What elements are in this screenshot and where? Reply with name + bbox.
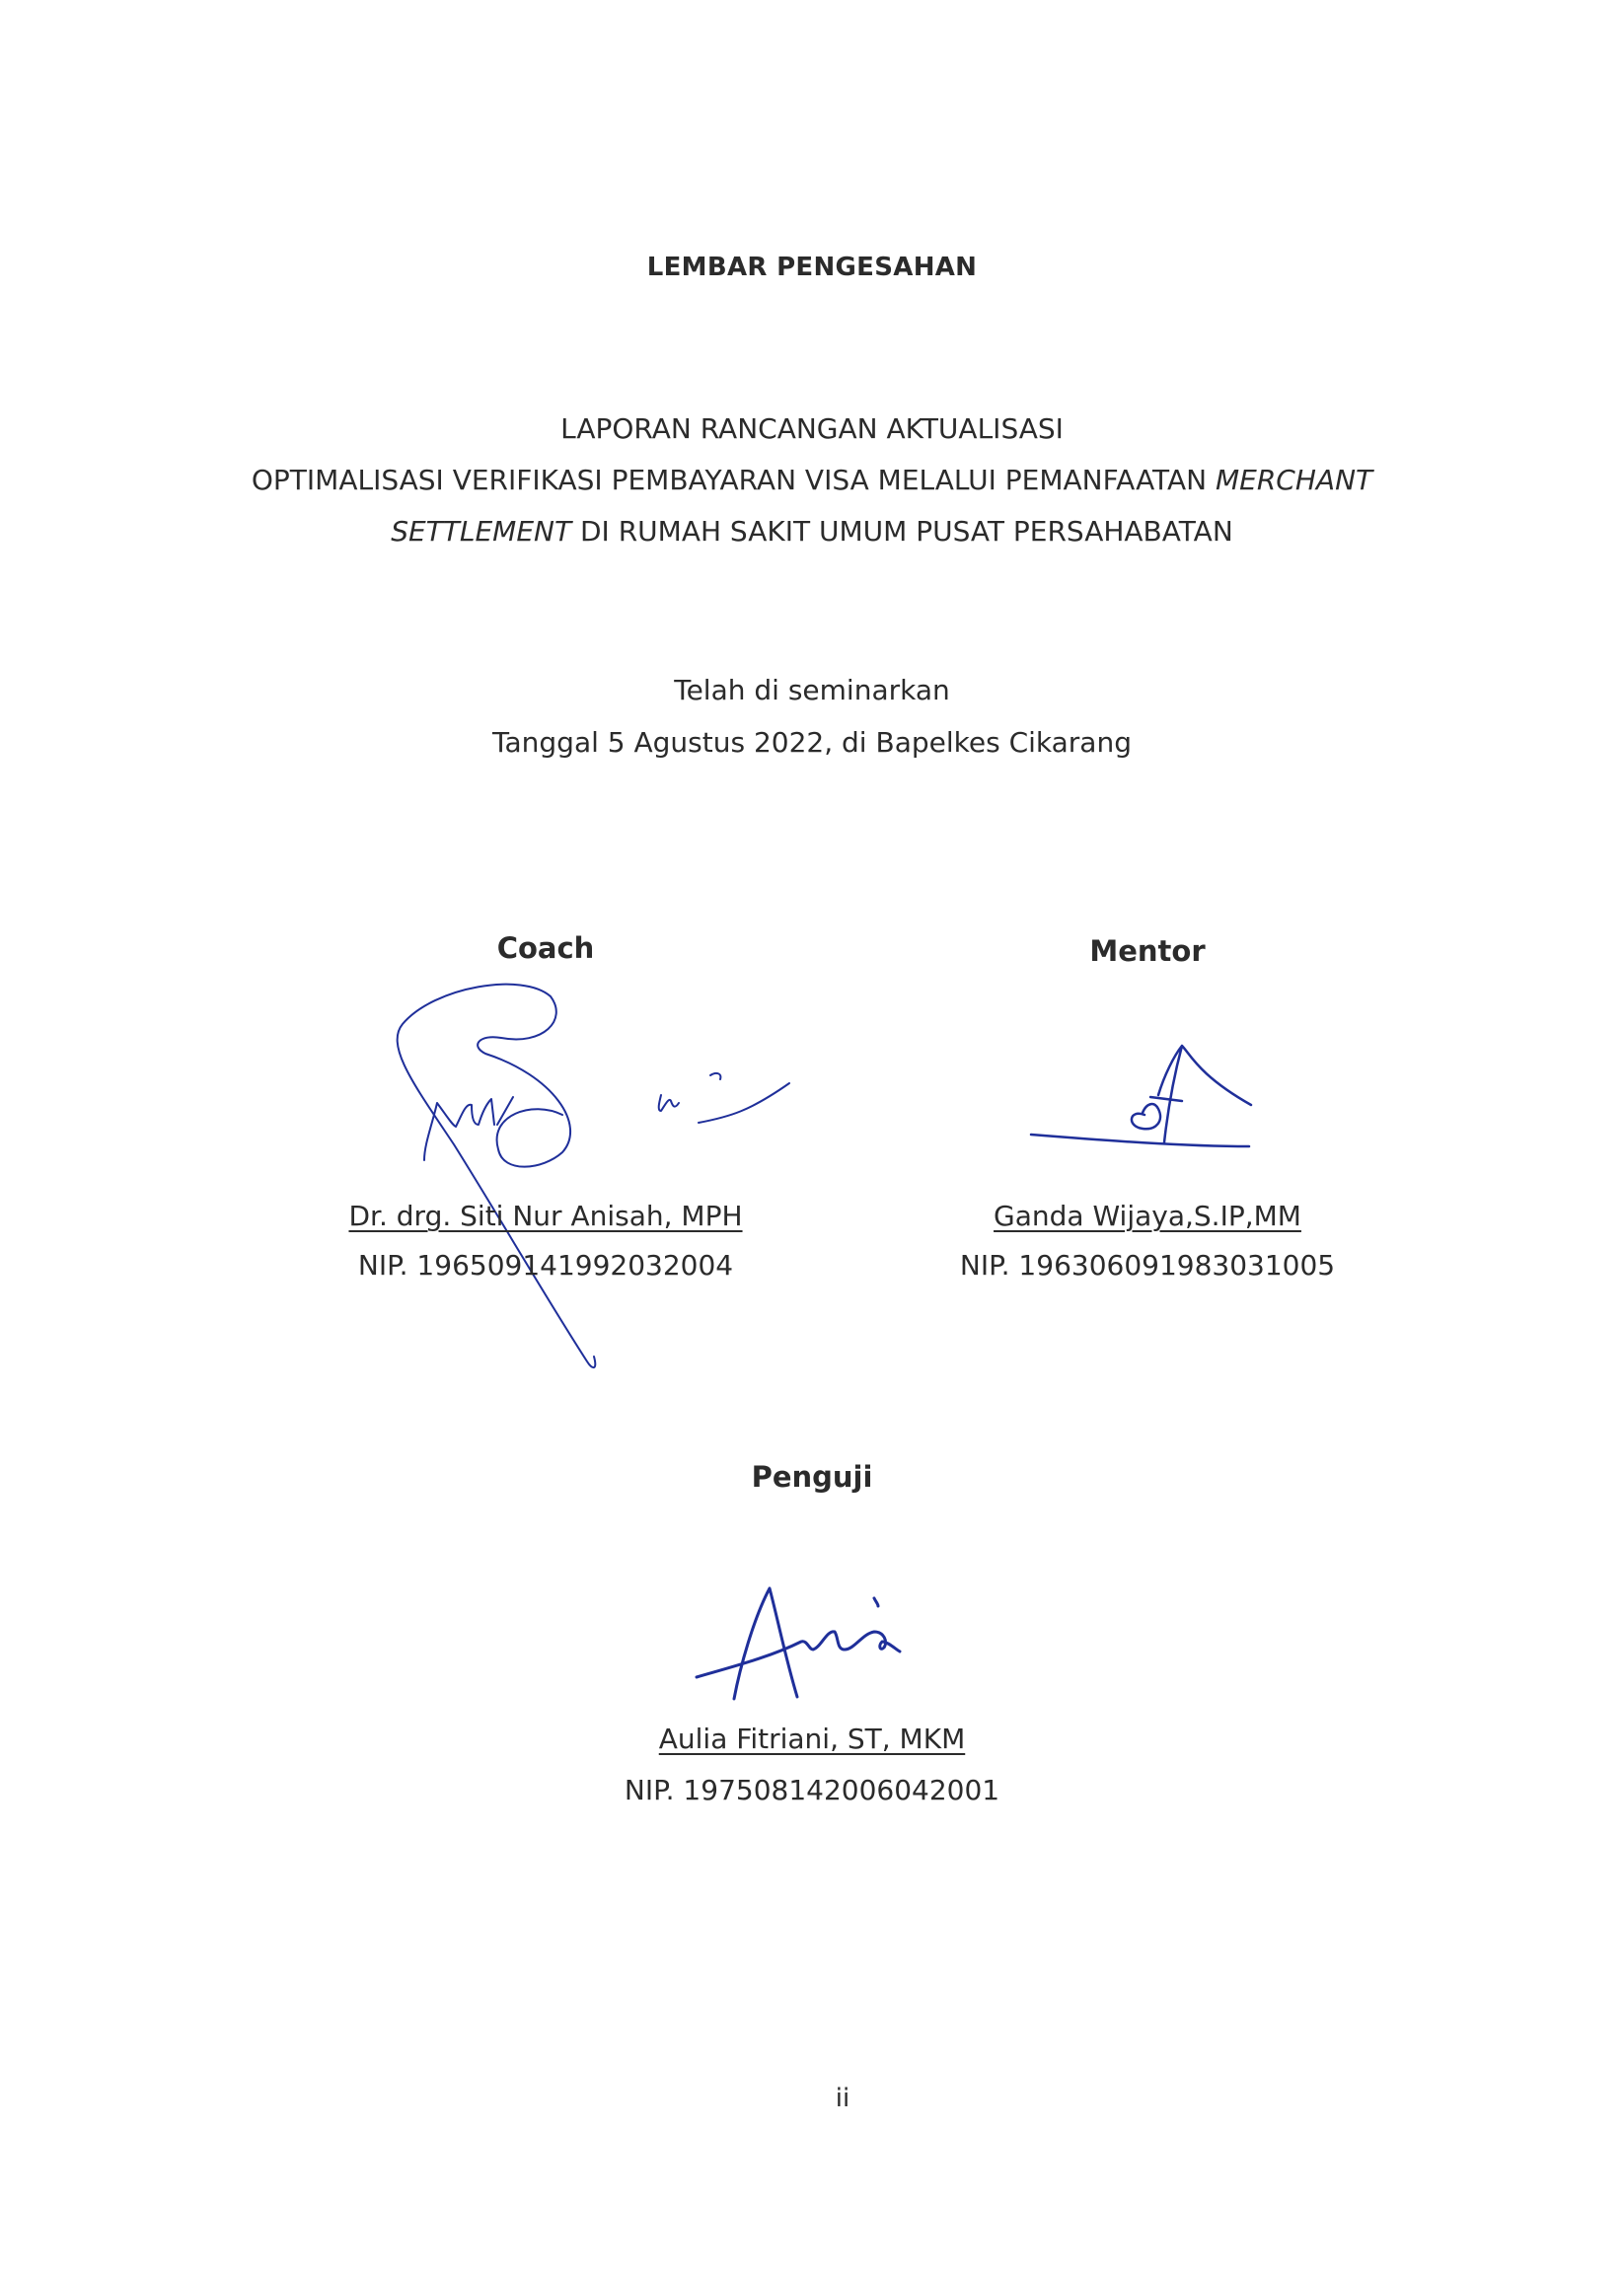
coach-block bbox=[299, 931, 792, 965]
penguji-block bbox=[565, 1460, 1059, 1494]
report-title-line-2-text: OPTIMALISASI VERIFIKASI PEMBAYARAN VISA MELALUI PEMANFAATAN bbox=[251, 464, 1208, 496]
coach-name-block bbox=[299, 1200, 792, 1232]
mentor-role-label: Mentor bbox=[1089, 934, 1206, 968]
coach-signature-image bbox=[375, 977, 809, 1381]
coach-nip-block bbox=[299, 1249, 792, 1282]
penguji-role-label: Penguji bbox=[751, 1460, 873, 1494]
mentor-name: Ganda Wijaya,S.IP,MM bbox=[994, 1200, 1301, 1232]
report-title-merchant: MERCHANT bbox=[1216, 464, 1373, 496]
seminar-date-place: Tanggal 5 Agustus 2022, di Bapelkes Cikarang bbox=[492, 726, 1132, 759]
report-title-line-3-text: DI RUMAH SAKIT UMUM PUSAT PERSAHABATAN bbox=[580, 515, 1233, 548]
mentor-name-block bbox=[901, 1200, 1394, 1232]
penguji-nip: NIP. 197508142006042001 bbox=[624, 1774, 1000, 1806]
mentor-block bbox=[901, 934, 1394, 968]
report-title-line-2 bbox=[0, 464, 1624, 496]
mentor-nip: NIP. 196306091983031005 bbox=[959, 1249, 1336, 1282]
report-title-line-1: LAPORAN RANCANGAN AKTUALISASI bbox=[560, 412, 1064, 445]
page-number: ii bbox=[835, 2084, 850, 2113]
report-title-line-3 bbox=[0, 515, 1624, 548]
penguji-signature-image bbox=[691, 1578, 1006, 1707]
page-heading: LEMBAR PENGESAHAN bbox=[646, 253, 978, 282]
coach-name: Dr. drg. Siti Nur Anisah, MPH bbox=[348, 1200, 743, 1232]
report-title-settlement: SETTLEMENT bbox=[391, 515, 572, 548]
mentor-signature-image bbox=[1026, 1036, 1263, 1154]
coach-role-label: Coach bbox=[496, 931, 595, 965]
penguji-name: Aulia Fitriani, ST, MKM bbox=[658, 1723, 966, 1755]
coach-nip: NIP. 196509141992032004 bbox=[357, 1249, 734, 1282]
seminar-note: Telah di seminarkan bbox=[674, 674, 950, 706]
penguji-name-block bbox=[565, 1723, 1059, 1755]
mentor-nip-block bbox=[901, 1249, 1394, 1282]
penguji-nip-block bbox=[565, 1774, 1059, 1806]
